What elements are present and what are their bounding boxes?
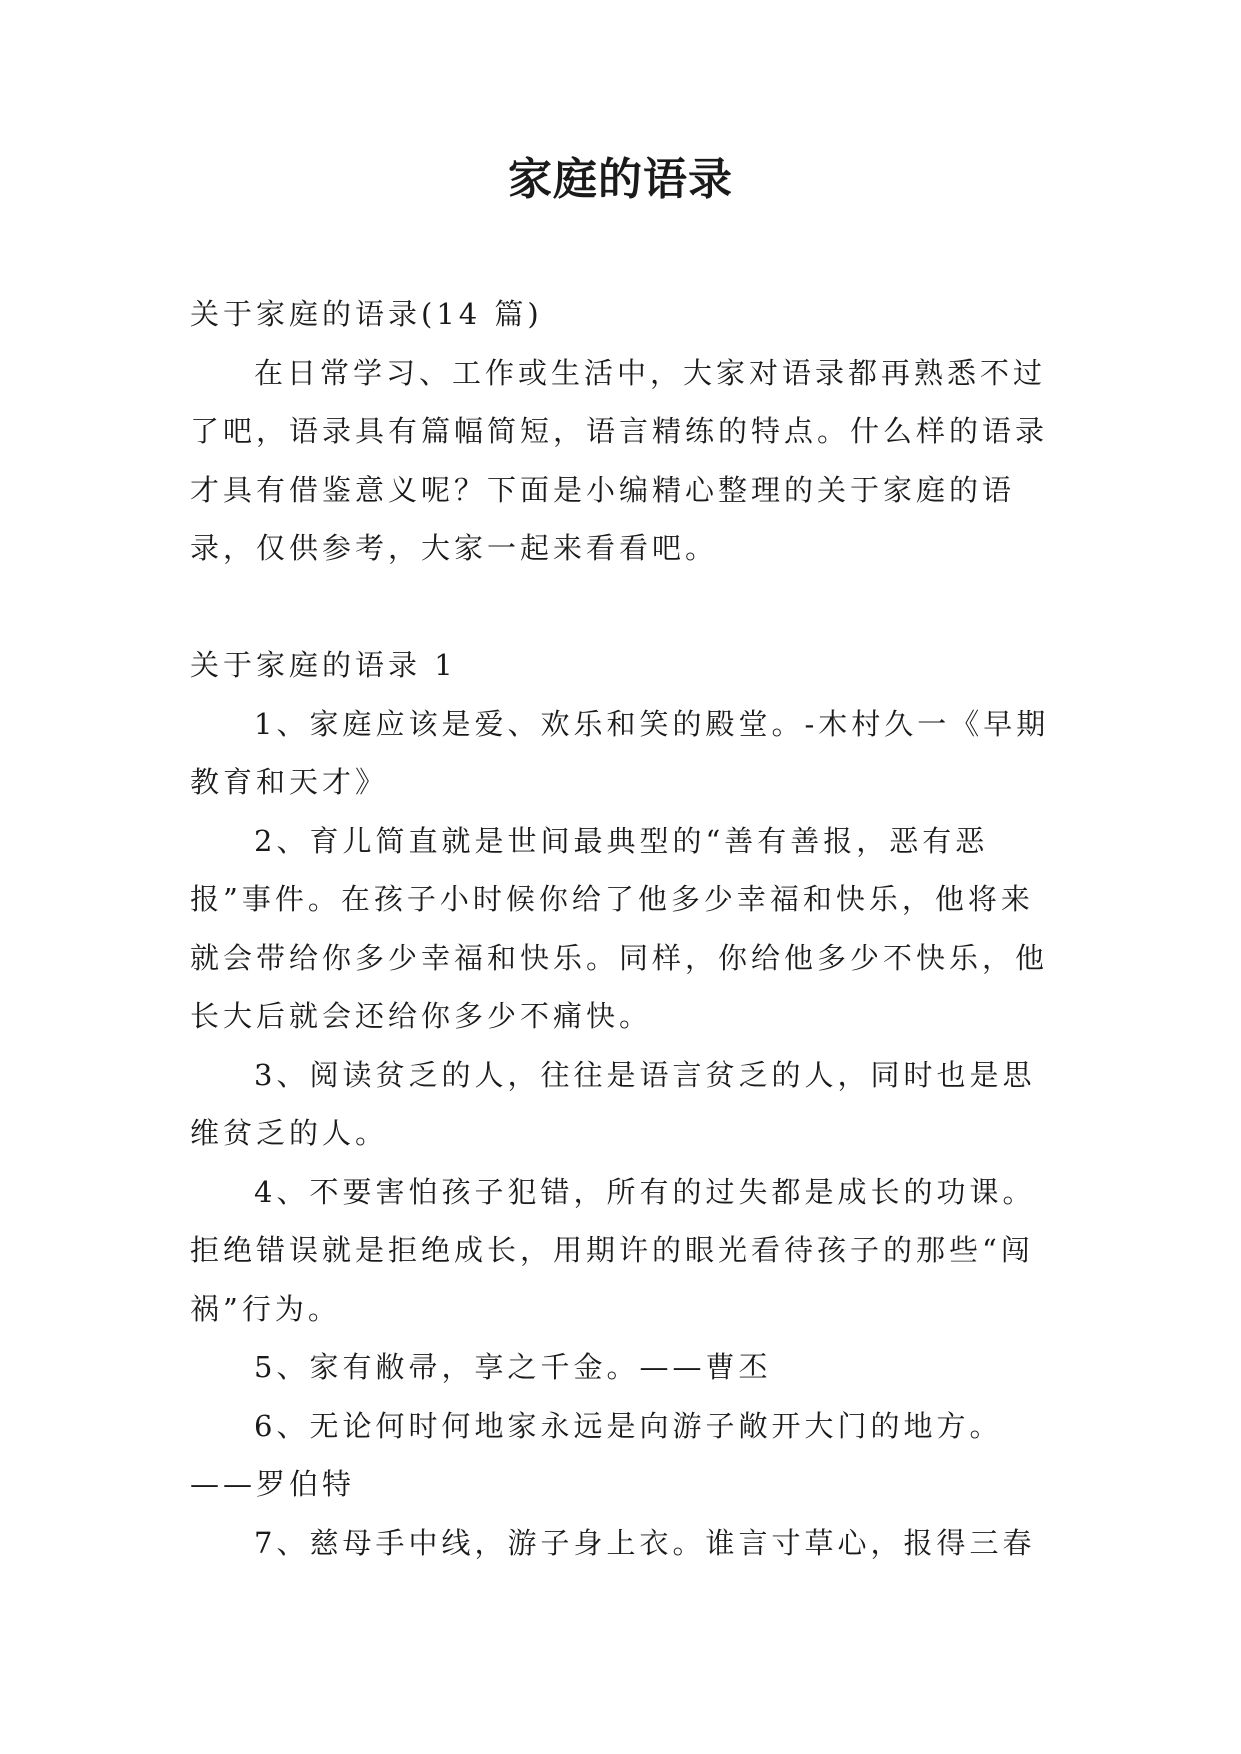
quote-item: 5、家有敝帚，享之千金。——曹丕	[254, 1350, 772, 1384]
quote-item: 3、阅读贫乏的人，往往是语言贫乏的人，同时也是思维贫乏的人。	[190, 1057, 1036, 1150]
section-heading: 关于家庭的语录 1	[190, 648, 457, 682]
quote-item: 6、无论何时何地家永远是向游子敞开大门的地方。——罗伯特	[190, 1408, 1003, 1501]
document-title: 家庭的语录	[508, 154, 733, 205]
quote-item: 2、育儿简直就是世间最典型的“善有善报，恶有恶报”事件。在孩子小时候你给了他多少幸福和快乐，他将来就会带给你多少幸福和快乐。同样，你给他多少不快乐，他长大后就会还给你多少不痛快。	[190, 823, 1049, 1033]
quote-item: 7、慈母手中线，游子身上衣。谁言寸草心，报得三春	[254, 1525, 1036, 1560]
quote-item: 1、家庭应该是爱、欢乐和笑的殿堂。-木村久一《早期教育和天才》	[190, 706, 1050, 799]
document-subtitle: 关于家庭的语录(14 篇)	[190, 297, 543, 331]
quote-item: 4、不要害怕孩子犯错，所有的过失都是成长的功课。拒绝错误就是拒绝成长，用期许的眼光看待孩子的那些“闯祸”行为。	[190, 1174, 1036, 1326]
intro-paragraph: 在日常学习、工作或生活中，大家对语录都再熟悉不过了吧，语录具有篇幅简短，语言精练的特点。什么样的语录才具有借鉴意义呢？下面是小编精心整理的关于家庭的语录，仅供参考，大家一起来看看吧。	[190, 355, 1049, 565]
paragraph-spacer	[190, 578, 1050, 637]
document-body	[190, 285, 1050, 1572]
